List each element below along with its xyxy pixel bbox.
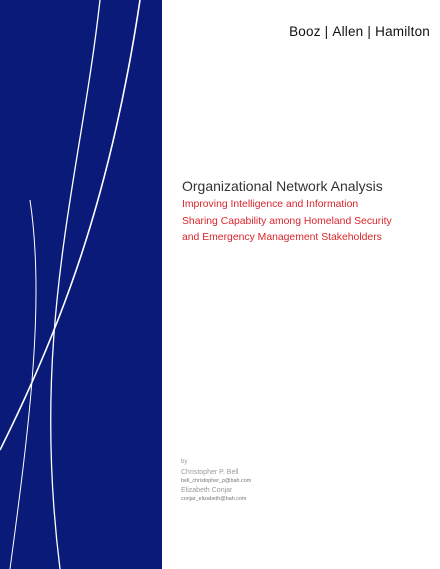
document-subtitle [182,197,432,247]
logo-word-allen: Allen [332,24,364,39]
author-email: bell_christopher_p@bah.com [181,478,252,484]
subtitle-line: and Emergency Management Stakeholders [182,232,382,243]
authors-by-label: by [181,459,188,465]
decorative-line-2 [51,0,100,569]
authors-block [181,458,251,505]
cover-blue-panel [0,0,162,569]
decorative-lines-graphic [0,0,162,569]
logo-separator: | [367,24,372,39]
logo-word-hamilton: Hamilton [375,24,430,39]
author-email: conjar_elizabeth@bah.com [181,496,247,502]
company-logo [289,24,430,39]
logo-separator: | [324,24,329,39]
document-title: Organizational Network Analysis [182,178,383,194]
author-name: Elizabeth Conjar [181,487,233,494]
decorative-line-1 [0,0,140,450]
decorative-line-3 [10,200,36,569]
author-name: Christopher P. Bell [181,469,239,476]
logo-word-booz: Booz [289,24,321,39]
subtitle-line: Sharing Capability among Homeland Security [182,215,392,227]
subtitle-line: Improving Intelligence and Information [182,199,359,210]
